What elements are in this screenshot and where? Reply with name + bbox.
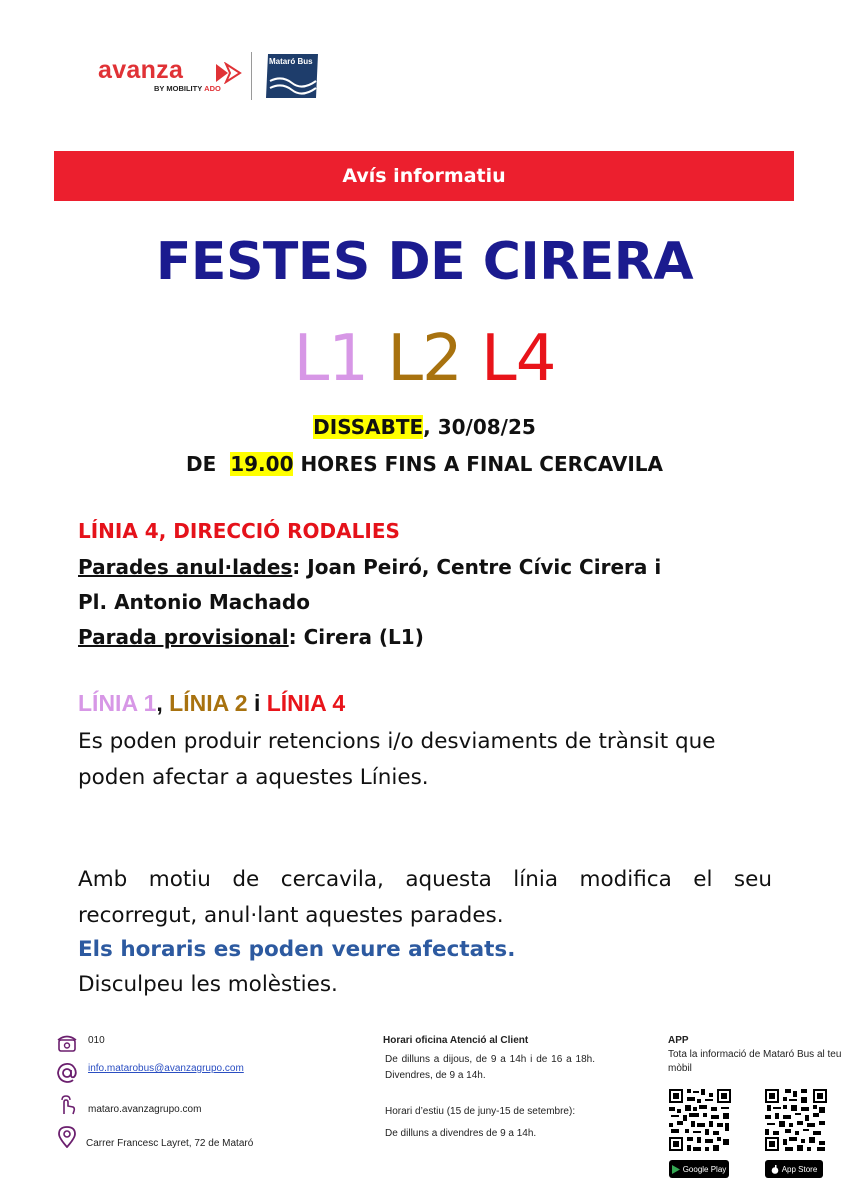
footer-address: Carrer Francesc Layret, 72 de Mataró [86,1138,254,1149]
lines-heading: LÍNIA 1, LÍNIA 2 i LÍNIA 4 [78,690,346,716]
mataro-logo-text: Mataró Bus [269,57,313,66]
location-pin-icon [56,1126,78,1148]
google-play-badge[interactable]: Google Play [669,1160,729,1178]
date-day: DISSABTE [313,415,424,439]
retentions-text: Es poden produir retencions i/o desviaments de trànsit que poden afectar a aquestes Línies. [78,729,716,790]
logo-divider [251,52,252,100]
start-time: 19.00 [230,452,294,476]
google-play-qr-code[interactable] [667,1087,733,1153]
app-text: Tota la informació de Mataró Bus al teu mòbil [668,1049,842,1074]
footer-website[interactable]: mataro.avanzagrupo.com [88,1104,202,1115]
line-l1-label: L1 [293,322,368,396]
avanza-logo-text: avanza [98,56,184,84]
app-store-badge[interactable]: App Store [765,1160,823,1178]
annulled-stops-cont: Pl. Antonio Machado [78,590,310,614]
summer-hours-text: De dilluns a divendres de 9 a 14h. [385,1128,537,1139]
touch-web-icon [56,1094,78,1116]
date-value: , 30/08/25 [423,415,536,439]
schedule-warning: Els horaris es poden veure afectats. [78,937,516,962]
motiu-text: Amb motiu de cercavila, aquesta línia modifica el seu recorregut, anul·lant aquestes parades. [78,867,772,928]
line-l4-label: L4 [481,322,556,396]
linia4-heading: LÍNIA 4, DIRECCIÓ RODALIES [78,519,400,543]
affected-lines [0,322,849,396]
annulled-stops: Parades anul·lades: Joan Peiró, Centre Cívic Cirera i [78,555,662,579]
page-title: FESTES DE CIRERA [155,232,694,292]
footer-phone: 010 [88,1035,105,1046]
apple-icon [771,1165,779,1174]
apology-text: Disculpeu les molèsties. [78,972,338,997]
office-hours-text: De dilluns a dijous, de 9 a 14h i de 16 a 18h. Divendres, de 9 a 14h. [385,1054,595,1081]
summer-hours-title: Horari d’estiu (15 de juny-15 de setembre): [385,1106,576,1117]
avanza-logo-subtitle: BY MOBILITY ADO [154,84,221,93]
phone-icon [56,1032,78,1054]
avanza-logo [98,56,248,96]
line-l2-label: L2 [387,322,462,396]
office-hours-title: Horari oficina Atenció al Client [383,1035,529,1046]
provisional-stop: Parada provisional: Cirera (L1) [78,625,424,649]
avanza-arrow-icon [214,62,244,84]
email-icon [56,1062,78,1084]
mataro-bus-logo [264,53,320,99]
hours-line: DE 19.00 HORES FINS A FINAL CERCAVILA [186,452,663,476]
date-line [0,415,849,439]
notice-banner: Avís informatiu [54,151,794,201]
app-store-qr-code[interactable] [763,1087,829,1153]
footer-email-link[interactable]: info.matarobus@avanzagrupo.com [88,1063,244,1074]
google-play-icon [672,1165,680,1174]
app-title: APP [668,1035,689,1046]
